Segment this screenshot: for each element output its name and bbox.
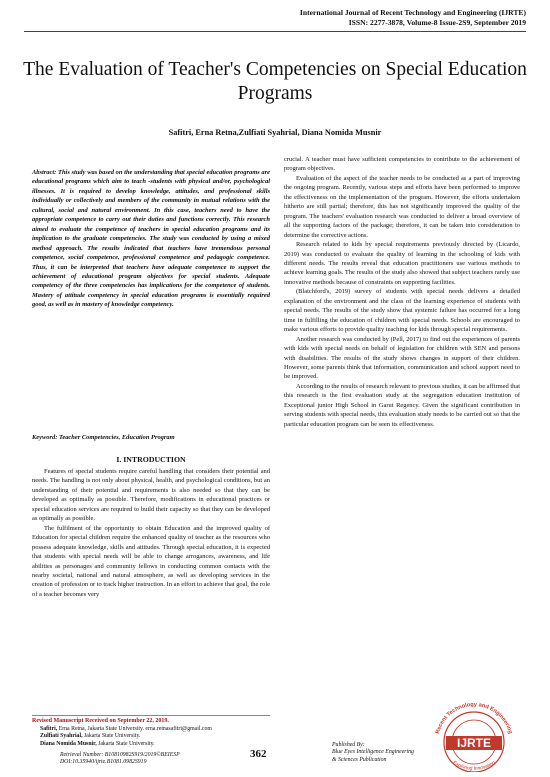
header-divider xyxy=(24,31,526,32)
intro-left-column xyxy=(32,467,270,599)
paper-title: The Evaluation of Teacher's Competencies on Special Education Programs xyxy=(23,59,527,104)
paragraph: (Blatchford's, 2019) survey of students with special needs delivers a detailed explanation of the environment and the class of the learning experience of students with special needs. The results of the study show that systemic failure has occurred for a long time in fulfilling the education of children with special needs. Schools are encouraged to make various efforts to provide quality teaching for kids through special requirements. xyxy=(284,288,520,334)
abstract: Abstract: This study was based on the understanding that special education programs are educational programs which aim to teach -students with physical and/or, psychological illnesses. It is required to develop knowledge, attitudes, and professional skills individually or collectively and members of the community in mutual relations with the cultural, social and natural environment. In this case, teachers need to have the appropriate competence to carry out their duties and functions correctly. This research aimed to evaluate the competence of teachers in special education programs and its implication to the graduate competencies. The study was conducted by using a mixed method approach. The results indicated that teachers have tremendous personal competence, social competence, professional competence and pedagogic competence. Thus, it can be interpreted that teachers have adequate competence to support the achievement of educational program objectives for special students. Adequate competency of the three competencies has implications for the competence of students. Mastery of attitude competency in special education programs is essentially required good, as well as in mastery of knowledge competency. xyxy=(32,169,270,309)
author-affiliation: Diana Nomida Musnir, Jakarta State University. xyxy=(40,740,155,747)
doi: DOI:10.35940/ijrte.B1081.0982S919 xyxy=(60,759,147,766)
journal-issn: ISSN: 2277-3878, Volume-8 Issue-2S9, September 2019 xyxy=(348,18,526,27)
paragraph: Another research was conducted by (Pell, 2017) to find out the experiences of parents with kids with special needs on behalf of legislation for children with SEN and persons with disabilities. The results of the study shows changes in support of their children. However, some parents think that information, communication and school support need to be improved. xyxy=(284,335,520,381)
paragraph: According to the results of research relevant to previous studies, it can be affirmed that this research is the first evaluation study at the segregation education institution of Exceptional junior High School in Garut Regency. Given the significant contribution in serving students with special needs, this evaluation study needs to be carried out so that the particular education program can be seen its effectiveness. xyxy=(284,382,520,428)
retrieval-info xyxy=(60,752,180,767)
keywords: Keyword: Teacher Competencies, Education Program xyxy=(32,434,175,441)
page-number: 362 xyxy=(250,748,267,760)
svg-text:IJRTE: IJRTE xyxy=(456,736,492,750)
author-affiliation: Safitri, Erna Retna, Jakarta State University. erna.retnasafitri@gmail.com xyxy=(40,725,212,732)
revised-date: Revised Manuscript Received on September 22, 2019. xyxy=(32,718,169,724)
footnote-block xyxy=(32,715,270,748)
section-heading-introduction: I. INTRODUCTION xyxy=(116,455,186,464)
author-affiliation: Zulfiati Syahrial, Jakarta State University. xyxy=(40,733,141,740)
paragraph: Research related to kids by special requirements previously directed by (Licardo, 2019) was conducted to evaluate the quality of learning in the schooling of kids with different needs. The results reveal that education practitioners use various methods to achieve learning goals. The results of the study also showed that subject teachers rarely use innovative methods because of constraints on supporting facilities. xyxy=(284,241,520,286)
ijrte-logo-icon xyxy=(428,700,520,772)
svg-text:Exploring Innovation: Exploring Innovation xyxy=(451,759,497,772)
journal-name: International Journal of Recent Technology and Engineering (IJRTE) xyxy=(299,8,526,17)
right-column xyxy=(284,155,520,429)
paragraph: crucial. A teacher must have sufficient competencies to contribute to the achievement of program objectives. xyxy=(284,156,520,173)
journal-header xyxy=(300,8,526,28)
paragraph: The fulfilment of the opportunity to obtain Education and the improved quality of Education for special children require the enhanced quality of teacher as the resources who possess adequate knowledge, skills and attitudes. Through special education, it is expected that students with special needs will be able to change arrogances, awareness, and life abilities as personages and community fellows in conducting common contacts with the nearby societal, national and natural atmosphere, as well as developing services in the creation of profession or to track higher instruction. In an effort to achieve that goal, the role of a teacher becomes very xyxy=(32,524,270,598)
retrieval-number: Retrieval Number: B10810982S919/2019©BEIESP xyxy=(60,752,180,758)
paper-authors: Safitri, Erna Retna,Zulfiati Syahrial, Diana Nomida Musnir xyxy=(168,128,382,137)
footnote-divider xyxy=(32,715,270,716)
paragraph: Features of special students require careful handling that considers their potential and needs. The handling is not only about physical, health, and psychological conditions, but an understanding of their potential and requirements is also needed so that they can be developed as optimally as possible. Therefore, modifications in educational practices or special education services are required to build their capacity so that they can be developed as optimally as possible. xyxy=(32,468,270,523)
svg-text:Recent Technology and Engineer: Recent Technology and Engineering xyxy=(434,701,514,735)
publisher-info: Published By: Blue Eyes Intelligence Engineering & Sciences Publication xyxy=(332,742,414,763)
paragraph: Evaluation of the aspect of the teacher needs to be conducted as a part of improving the ongoing program. Recently, various steps and efforts have been performed to improve the effectiveness on the implementation of the program. However, the efforts undertaken hitherto are still partial; therefore, this has not significantly improved the quality of the program. The teachers' evaluation research was conducted to deliver a broad overview of all the supporting factors of the package; therefore, it can be taken into consideration to determine the corrective actions. xyxy=(284,174,520,239)
